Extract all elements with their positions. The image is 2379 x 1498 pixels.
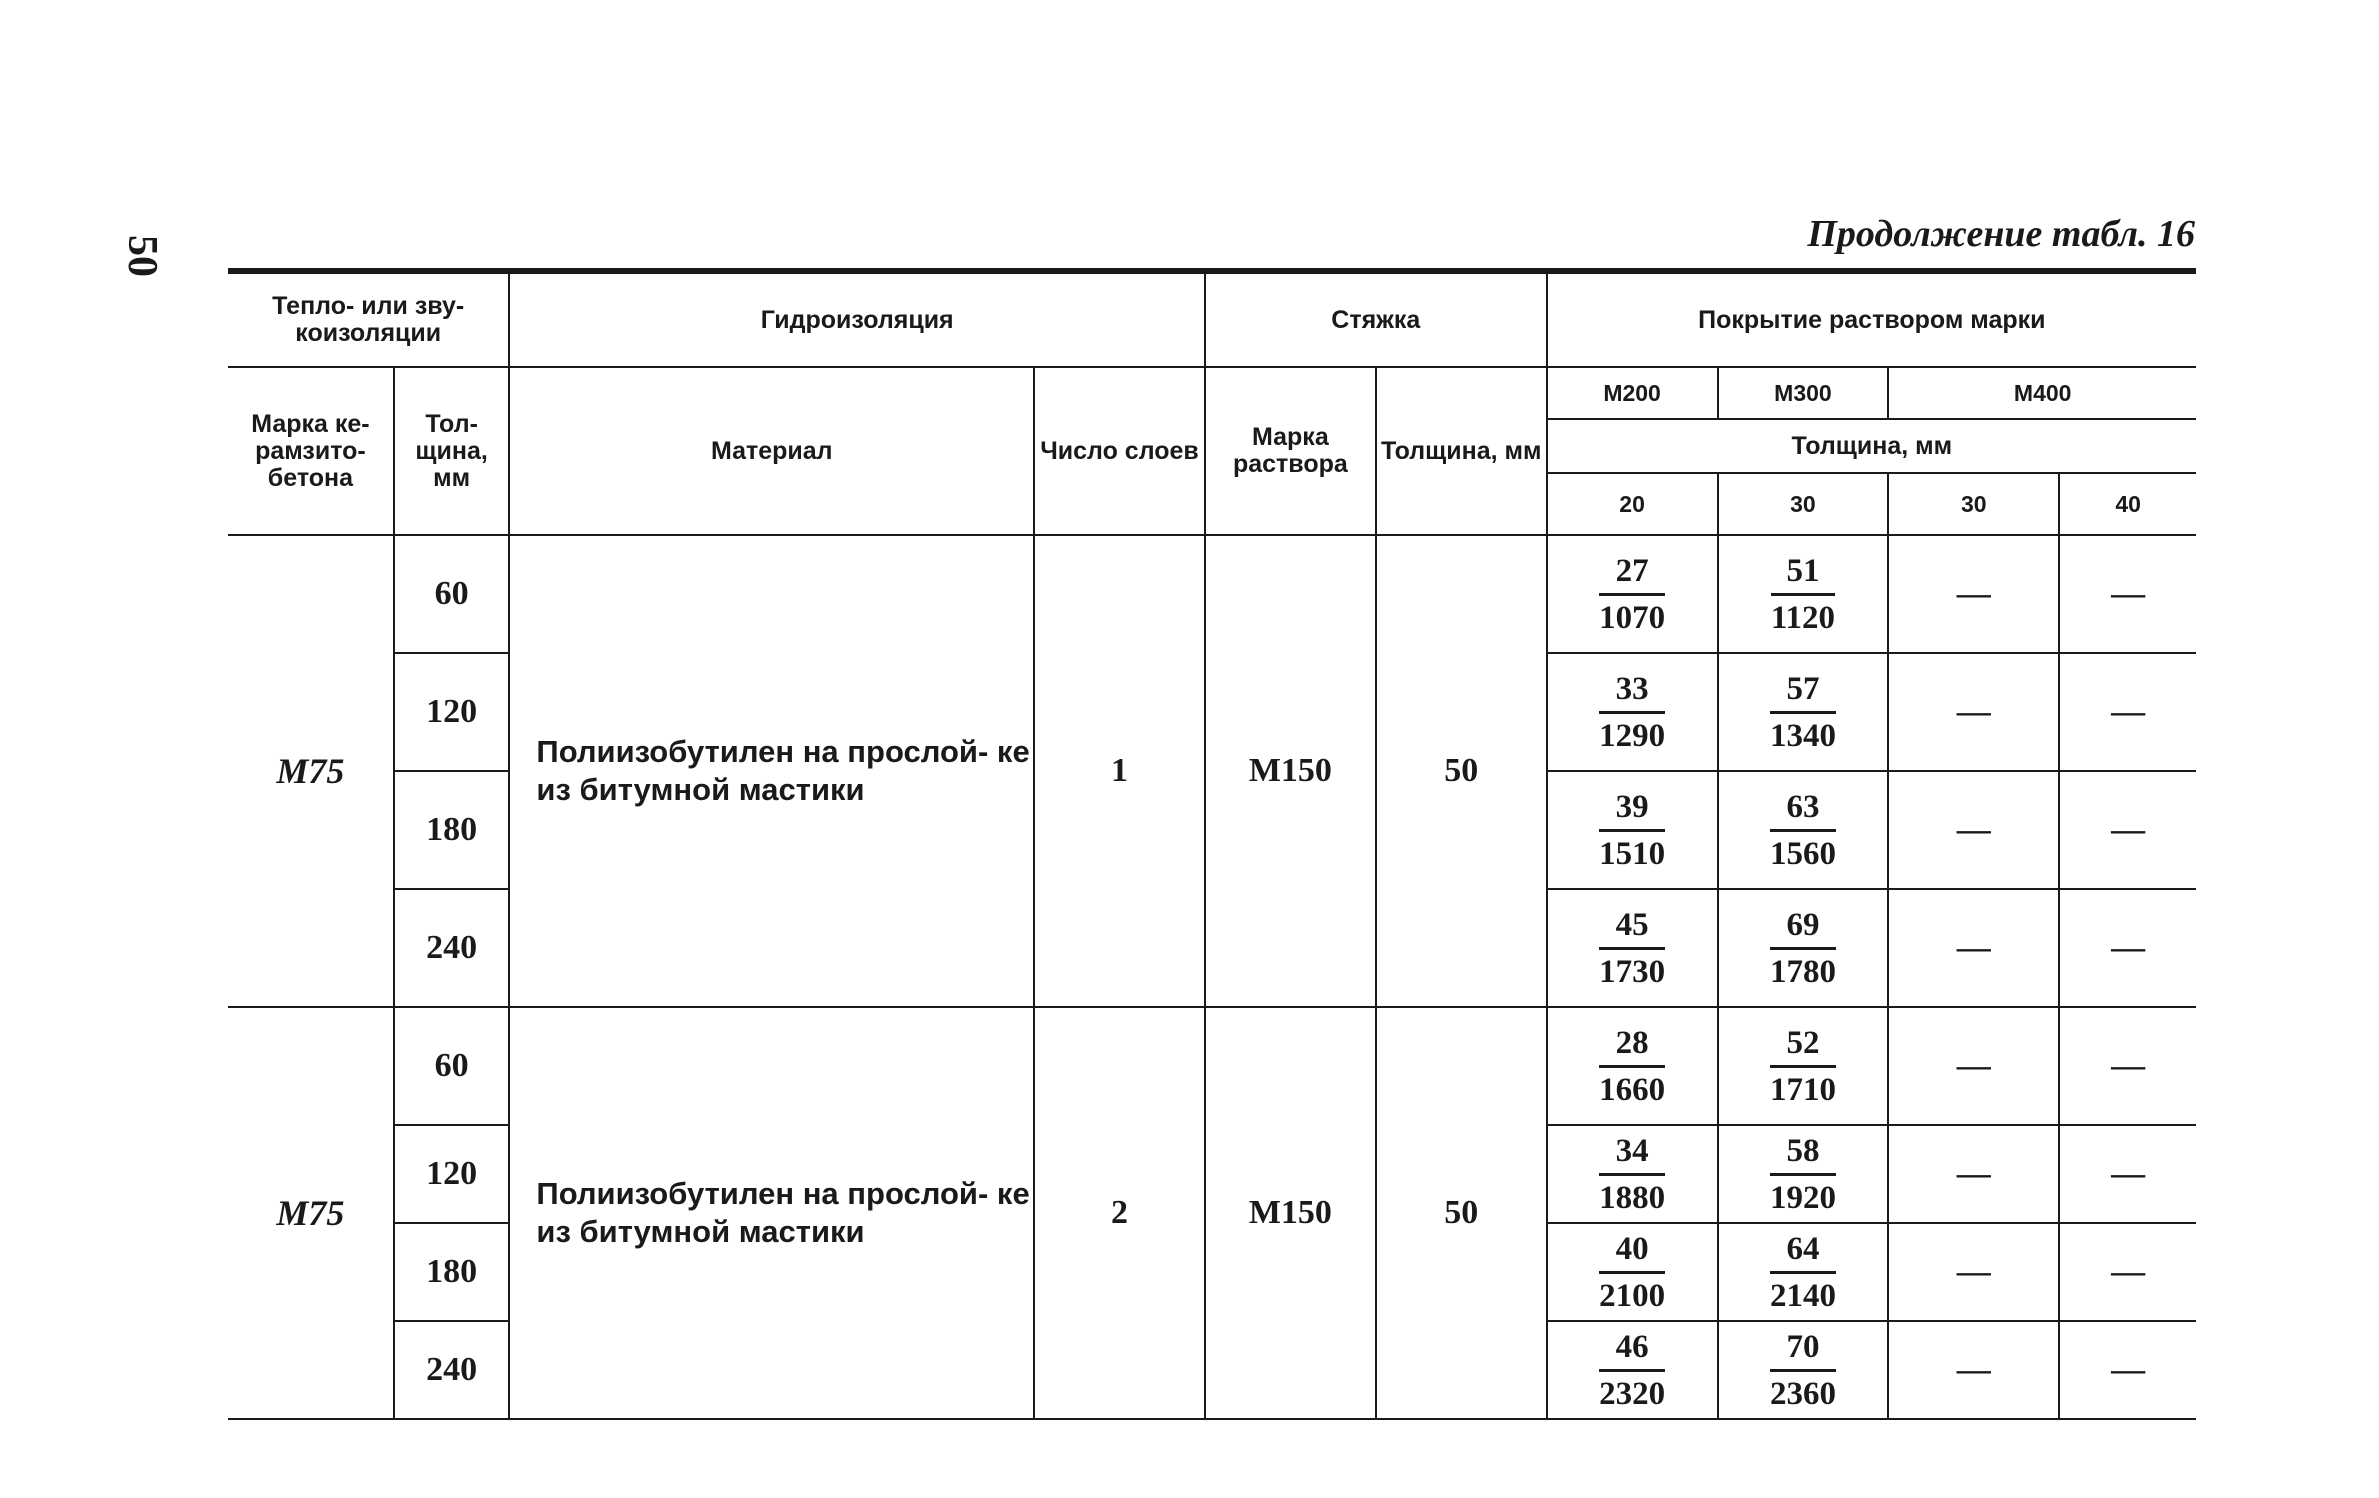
concrete-grade-cell: М75 [228,1007,394,1419]
m200-cell [1547,1125,1718,1223]
fraction [1599,907,1665,990]
m300-cell [1718,1125,1889,1223]
header-t30a: 30 [1718,473,1889,535]
table-row [228,1007,2196,1125]
screed-thickness-cell: 50 [1376,1007,1547,1419]
fraction-numerator: 39 [1599,789,1665,832]
fraction-denominator: 1780 [1769,953,1836,990]
fraction-denominator: 1290 [1599,717,1666,754]
m200-cell [1547,1321,1718,1419]
fraction-denominator: 1340 [1769,717,1836,754]
thickness-cell: 180 [394,1223,510,1321]
fraction-denominator: 1660 [1599,1071,1666,1108]
fraction-denominator: 2100 [1599,1277,1666,1314]
m300-cell [1718,1321,1889,1419]
m300-cell [1718,1007,1889,1125]
fraction-denominator: 1120 [1770,599,1836,636]
fraction-numerator: 27 [1599,553,1665,596]
fraction [1599,671,1665,754]
m300-cell [1718,771,1889,889]
m200-cell [1547,1007,1718,1125]
thickness-cell: 120 [394,653,510,771]
header-insulation: Тепло- или зву- коизоляции [228,273,509,367]
m200-cell [1547,535,1718,653]
fraction [1770,1133,1836,1216]
fraction-numerator: 52 [1770,1025,1836,1068]
fraction [1599,553,1665,636]
fraction [1770,907,1836,990]
m300-cell [1718,535,1889,653]
header-material: Материал [509,367,1034,535]
m400-30-cell: — [1888,889,2059,1007]
m200-cell [1547,771,1718,889]
fraction-numerator: 70 [1770,1329,1836,1372]
mortar-grade-cell: М150 [1205,1007,1376,1419]
fraction [1770,1231,1836,1314]
table-row [228,535,2196,653]
m300-cell [1718,1223,1889,1321]
m200-cell [1547,889,1718,1007]
fraction-denominator: 2320 [1599,1375,1666,1412]
thickness-cell: 60 [394,535,510,653]
thickness-cell: 120 [394,1125,510,1223]
m200-cell [1547,653,1718,771]
header-waterproofing: Гидроизоляция [509,273,1205,367]
fraction-numerator: 51 [1771,553,1835,596]
fraction [1599,1025,1665,1108]
thickness-cell: 60 [394,1007,510,1125]
fraction [1599,1329,1665,1412]
m400-30-cell: — [1888,1007,2059,1125]
header-mortar-grade: Марка раствора [1205,367,1376,535]
m400-30-cell: — [1888,1125,2059,1223]
fraction-numerator: 45 [1599,907,1665,950]
fraction-numerator: 34 [1599,1133,1665,1176]
fraction [1770,789,1836,872]
layers-cell: 1 [1034,535,1205,1007]
fraction [1770,1025,1836,1108]
fraction [1771,553,1835,636]
concrete-grade-cell: М75 [228,535,394,1007]
fraction-denominator: 1510 [1599,835,1666,872]
m400-40-cell: — [2059,889,2196,1007]
fraction-numerator: 63 [1770,789,1836,832]
fraction-numerator: 33 [1599,671,1665,714]
fraction [1599,1231,1665,1314]
m400-40-cell: — [2059,653,2196,771]
m400-30-cell: — [1888,653,2059,771]
fraction [1599,789,1665,872]
header-concrete-grade: Марка ке- рамзито- бетона [228,367,394,535]
header-coating-thickness: Толщина, мм [1547,419,2196,473]
fraction-denominator: 1920 [1769,1179,1836,1216]
m400-30-cell: — [1888,771,2059,889]
fraction-denominator: 1880 [1599,1179,1666,1216]
fraction-numerator: 69 [1770,907,1836,950]
thickness-cell: 180 [394,771,510,889]
data-table [228,272,2196,1420]
m400-30-cell: — [1888,1321,2059,1419]
fraction-numerator: 57 [1770,671,1836,714]
header-layers: Число слоев [1034,367,1205,535]
fraction-numerator: 28 [1599,1025,1665,1068]
page-number: 50 [119,235,165,277]
header-m300: М300 [1718,367,1889,419]
m400-40-cell: — [2059,535,2196,653]
m400-40-cell: — [2059,1125,2196,1223]
fraction [1770,671,1836,754]
m400-40-cell: — [2059,1223,2196,1321]
header-t30b: 30 [1888,473,2059,535]
fraction-numerator: 58 [1770,1133,1836,1176]
m400-30-cell: — [1888,1223,2059,1321]
header-t40: 40 [2059,473,2196,535]
screed-thickness-cell: 50 [1376,535,1547,1007]
layers-cell: 2 [1034,1007,1205,1419]
m200-cell [1547,1223,1718,1321]
m300-cell [1718,653,1889,771]
header-m400: М400 [1888,367,2196,419]
fraction [1599,1133,1665,1216]
material-cell: Полиизобутилен на прослой- ке из битумной мастики [509,1007,1034,1419]
fraction-denominator: 1560 [1769,835,1836,872]
fraction-denominator: 1730 [1599,953,1666,990]
header-screed: Стяжка [1205,273,1547,367]
m300-cell [1718,889,1889,1007]
fraction-numerator: 46 [1599,1329,1665,1372]
thickness-cell: 240 [394,889,510,1007]
thickness-cell: 240 [394,1321,510,1419]
header-m200: М200 [1547,367,1718,419]
header-coating: Покрытие раствором марки [1547,273,2196,367]
fraction-numerator: 64 [1770,1231,1836,1274]
fraction-numerator: 40 [1599,1231,1665,1274]
m400-40-cell: — [2059,1007,2196,1125]
mortar-grade-cell: М150 [1205,535,1376,1007]
header-screed-thickness: Толщина, мм [1376,367,1547,535]
material-cell: Полиизобутилен на прослой- ке из битумной мастики [509,535,1034,1007]
m400-40-cell: — [2059,771,2196,889]
header-thickness-short: Тол- щина, мм [394,367,510,535]
table-caption: Продолжение табл. 16 [1807,213,2195,255]
fraction-denominator: 1710 [1769,1071,1836,1108]
fraction-denominator: 1070 [1599,599,1666,636]
fraction-denominator: 2360 [1769,1375,1836,1412]
fraction [1770,1329,1836,1412]
fraction-denominator: 2140 [1769,1277,1836,1314]
m400-30-cell: — [1888,535,2059,653]
m400-40-cell: — [2059,1321,2196,1419]
header-t20: 20 [1547,473,1718,535]
